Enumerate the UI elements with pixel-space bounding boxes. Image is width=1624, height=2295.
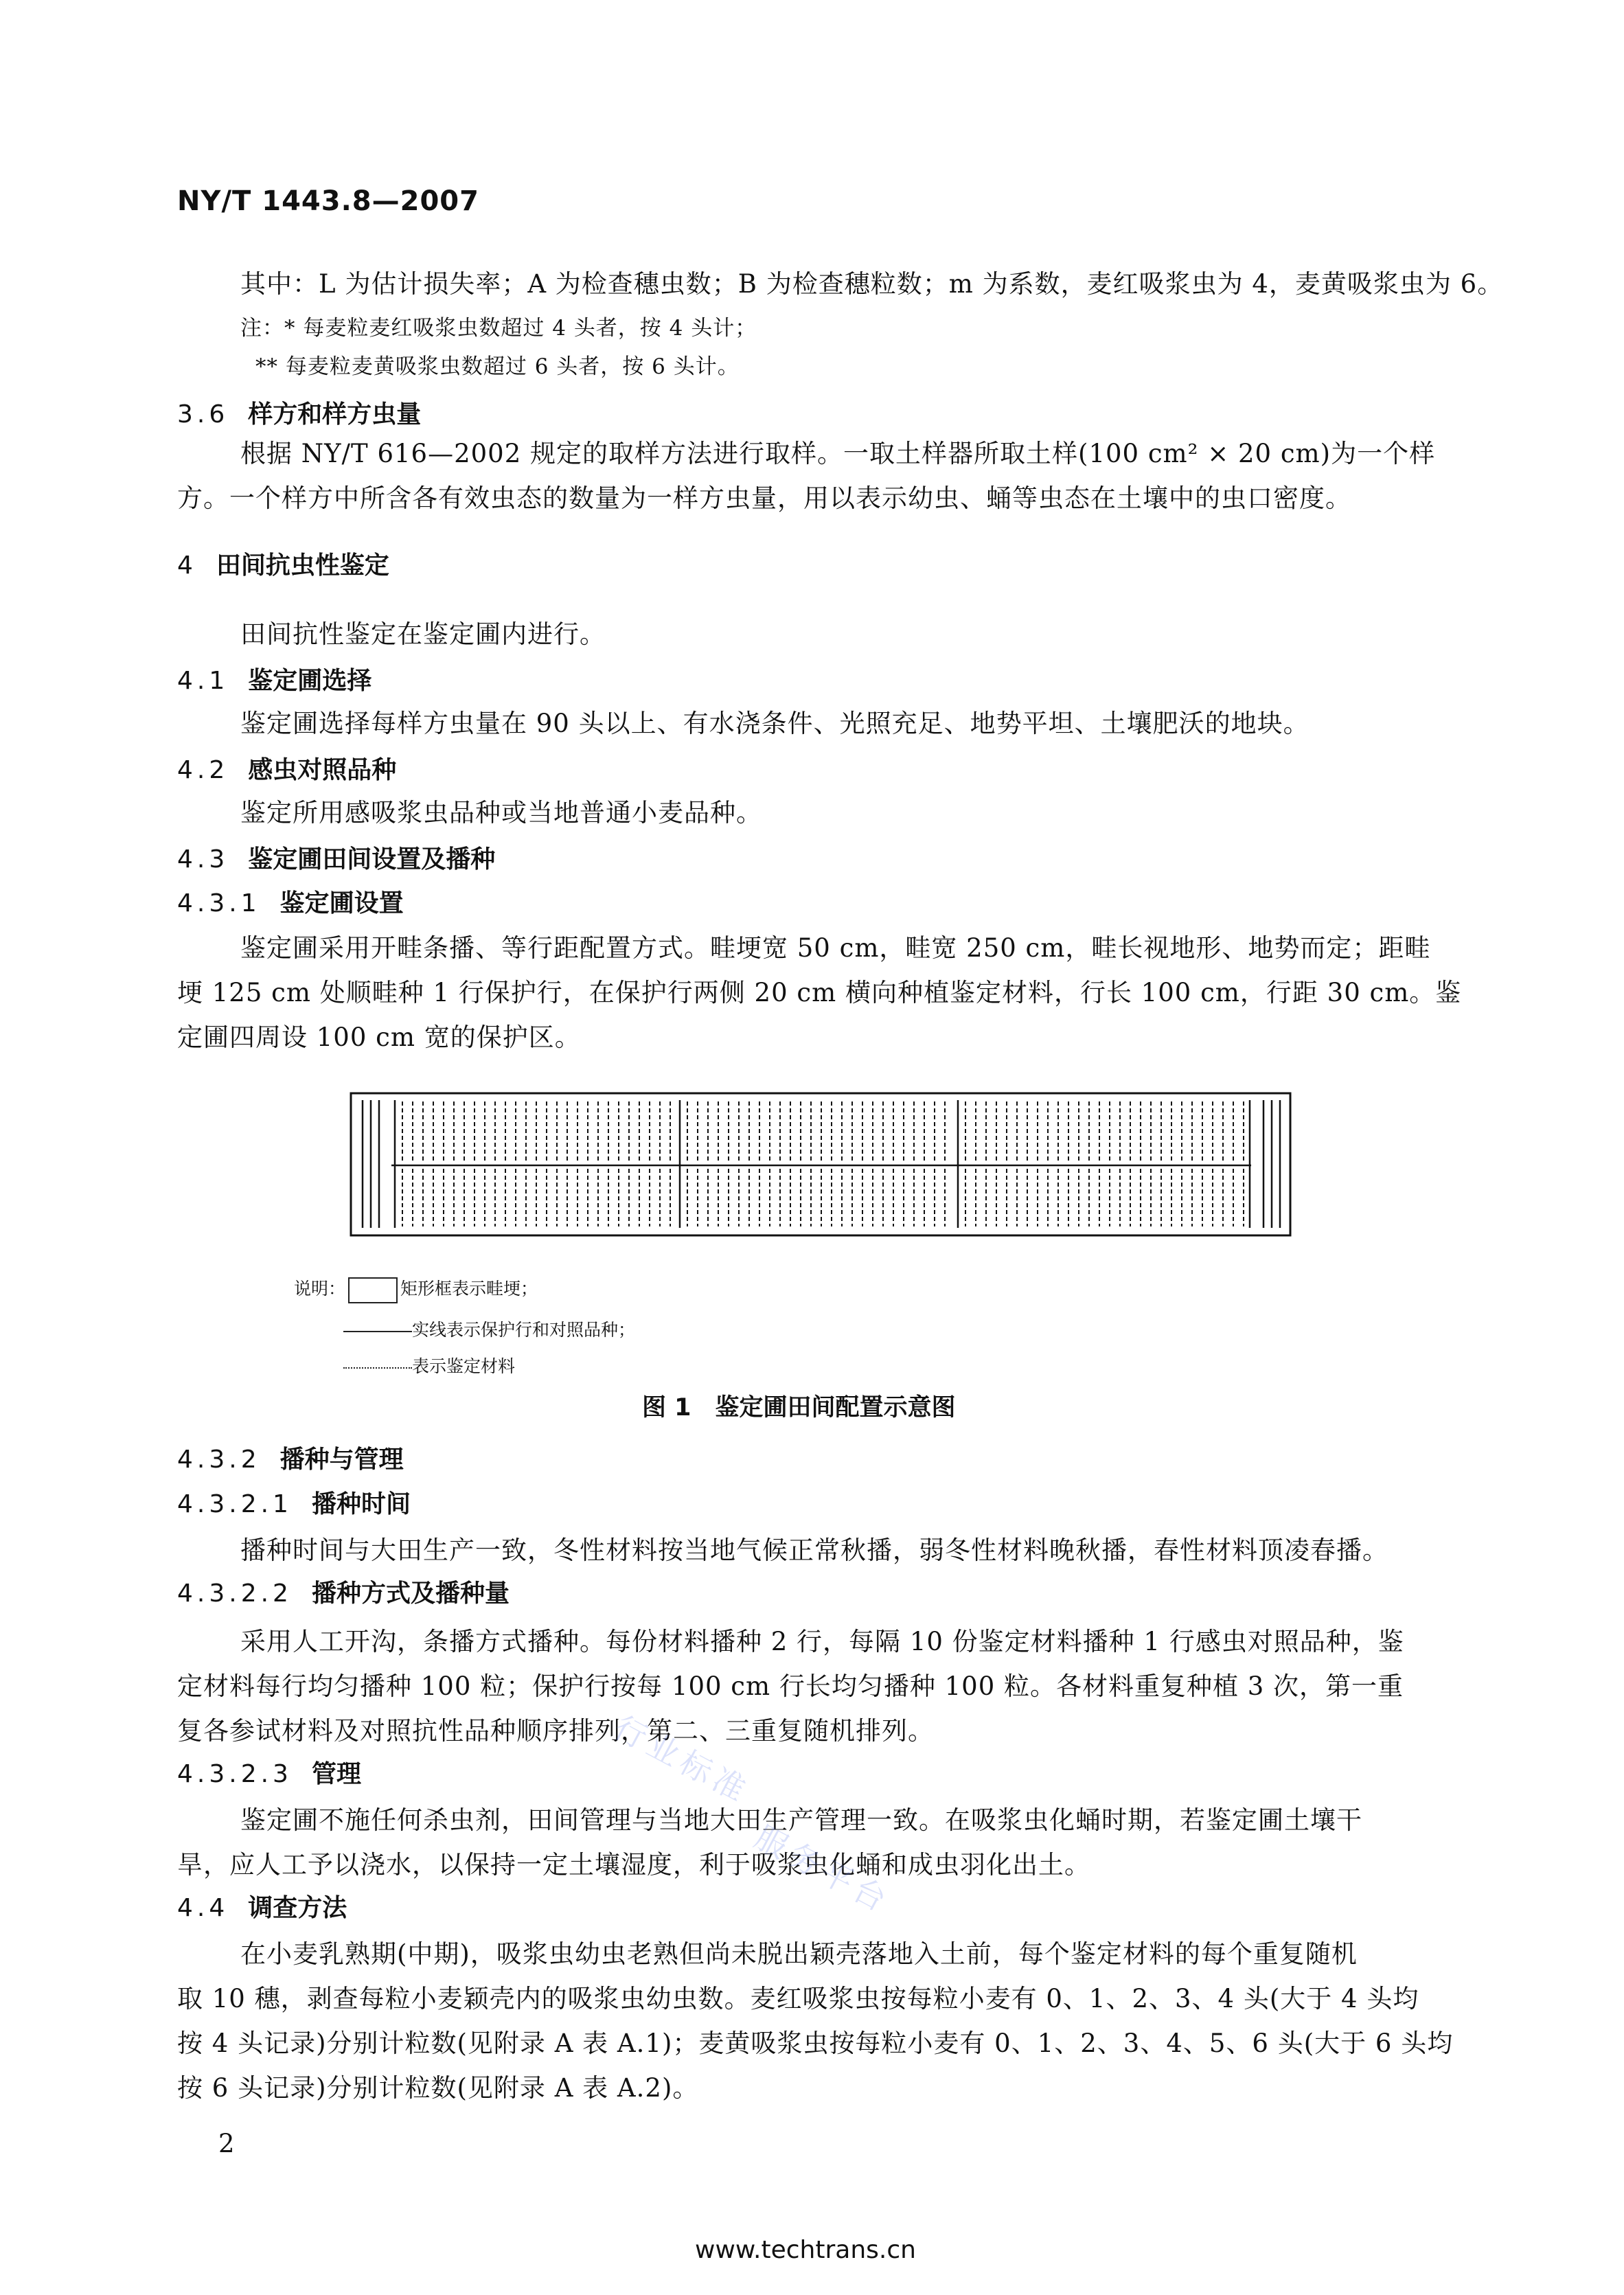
section-number: 4.1 (177, 667, 229, 695)
section-heading-4-3-2 (177, 1440, 404, 1475)
watermark-line: 行业标准 (608, 1708, 757, 1812)
section-title: 播种时间 (311, 1490, 411, 1518)
section-title: 鉴定圃设置 (279, 889, 404, 917)
section-number: 4.3.2.3 (177, 1760, 293, 1788)
nursery-layout-diagram (343, 1085, 1305, 1250)
section-number: 4.2 (177, 756, 229, 784)
paragraph-line: 田间抗性鉴定在鉴定圃内进行。 (240, 619, 606, 649)
paragraph-line: 按 4 头记录)分别计粒数(见附录 A 表 A.1)；麦黄吸浆虫按每粒小麦有 0、1、2、3、4、5、6 头(大于 6 头均 (177, 2029, 1454, 2058)
paragraph-line: 鉴定圃采用开畦条播、等行距配置方式。畦埂宽 50 cm，畦宽 250 cm，畦长视地形、地势而定；距畦 (240, 933, 1431, 963)
section-number: 4.3 (177, 845, 229, 874)
section-heading-3-6 (177, 395, 421, 430)
paragraph-line: 定材料每行均匀播种 100 粒；保护行按每 100 cm 行长均匀播种 100 粒。各材料重复种植 3 次，第一重 (177, 1671, 1404, 1701)
section-heading-4-1 (177, 661, 371, 696)
paragraph-line: 复各参试材料及对照抗性品种顺序排列，第二、三重复随机排列。 (177, 1716, 934, 1746)
site-url: www.techtrans.cn (695, 2236, 916, 2264)
legend-item-solid-line (343, 1316, 635, 1341)
section-number: 4.3.2 (177, 1446, 261, 1474)
section-title: 感虫对照品种 (248, 756, 397, 784)
section-title: 鉴定圃田间设置及播种 (248, 845, 496, 874)
legend-item-ridge (294, 1275, 538, 1303)
paragraph-line: 根据 NY/T 616—2002 规定的取样方法进行取样。一取土样器所取土样(100 cm² × 20 cm)为一个样 (240, 439, 1436, 468)
section-heading-4-2 (177, 751, 396, 786)
paragraph-line: 取 10 穗，剥查每粒小麦颖壳内的吸浆虫幼虫数。麦红吸浆虫按每粒小麦有 0、1、2、3、4 头(大于 4 头均 (177, 1984, 1419, 2013)
section-title: 鉴定圃选择 (248, 667, 372, 695)
paragraph-line: 鉴定圃不施任何杀虫剂，田间管理与当地大田生产管理一致。在吸浆虫化蛹时期，若鉴定圃土壤干 (240, 1805, 1362, 1835)
diagram-rows (363, 1100, 1280, 1228)
paragraph-line: 播种时间与大田生产一致，冬性材料按当地气候正常秋播，弱冬性材料晚秋播，春性材料顶凌春播。 (240, 1535, 1388, 1565)
section-number: 4.3.2.2 (177, 1579, 293, 1608)
note-2: ** 每麦粒麦黄吸浆虫数超过 6 头者，按 6 头计。 (255, 354, 740, 379)
note-1: 注：* 每麦粒麦红吸浆虫数超过 4 头者，按 4 头计； (240, 316, 757, 341)
paragraph-line: 采用人工开沟，条播方式播种。每份材料播种 2 行，每隔 10 份鉴定材料播种 1 行感虫对照品种，鉴 (240, 1627, 1404, 1656)
section-title: 播种与管理 (279, 1446, 404, 1474)
paragraph-line: 在小麦乳熟期(中期)，吸浆虫幼虫老熟但尚未脱出颖壳落地入土前，每个鉴定材料的每个重复随机 (240, 1939, 1358, 1969)
standard-number: NY/T 1443.8—2007 (177, 185, 479, 217)
section-number: 3.6 (177, 400, 229, 429)
formula-explanation: 其中：L 为估计损失率；A 为检查穗虫数；B 为检查穗粒数；m 为系数，麦红吸浆虫为 4，麦黄吸浆虫为 6。 (240, 269, 1504, 299)
paragraph-line: 旱，应人工予以浇水，以保持一定土壤湿度，利于吸浆虫化蛹和成虫羽化出土。 (177, 1850, 1090, 1880)
section-title: 管理 (311, 1760, 361, 1788)
legend-text: 实线表示保护行和对照品种； (412, 1320, 636, 1340)
section-heading-4-3-2-2 (177, 1574, 510, 1609)
paragraph-line: 鉴定所用感吸浆虫品种或当地普通小麦品种。 (240, 798, 762, 827)
section-heading-4-3-1 (177, 884, 404, 919)
section-heading-4-3-2-3 (177, 1755, 361, 1790)
section-heading-4-4 (177, 1888, 347, 1923)
paragraph-line: 定圃四周设 100 cm 宽的保护区。 (177, 1023, 581, 1052)
section-number: 4.3.1 (177, 889, 261, 917)
section-title: 田间抗虫性鉴定 (216, 551, 389, 580)
section-number: 4.4 (177, 1894, 229, 1922)
paragraph-line: 鉴定圃选择每样方虫量在 90 头以上、有水浇条件、光照充足、地势平坦、土壤肥沃的地块。 (240, 709, 1310, 738)
section-heading-4-3-2-1 (177, 1485, 411, 1520)
legend-item-dotted-line (343, 1353, 515, 1378)
section-title: 调查方法 (248, 1894, 347, 1922)
paragraph-line: 方。一个样方中所含各有效虫态的数量为一样方虫量，用以表示幼虫、蛹等虫态在土壤中的虫口密度。 (177, 483, 1351, 513)
figure-caption: 图 1 鉴定圃田间配置示意图 (642, 1394, 956, 1421)
page-number: 2 (218, 2129, 236, 2158)
section-title: 样方和样方虫量 (248, 400, 422, 429)
legend-text: 矩形框表示畦埂； (400, 1279, 538, 1299)
legend-solid-line-swatch (343, 1331, 412, 1332)
legend-text: 表示鉴定材料 (412, 1356, 516, 1376)
section-number: 4.3.2.1 (177, 1490, 293, 1518)
legend-dotted-line-swatch (343, 1367, 412, 1369)
watermark-line: 服务平台 (748, 1818, 897, 1921)
section-title: 播种方式及播种量 (311, 1579, 510, 1608)
section-number: 4 (177, 551, 197, 580)
section-heading-4 (177, 546, 389, 581)
section-heading-4-3 (177, 840, 495, 875)
legend-prefix: 说明： (294, 1279, 346, 1299)
paragraph-line: 埂 125 cm 处顺畦种 1 行保护行，在保护行两侧 20 cm 横向种植鉴定材料，行长 100 cm，行距 30 cm。鉴 (177, 978, 1462, 1007)
paragraph-line: 按 6 头记录)分别计粒数(见附录 A 表 A.2)。 (177, 2073, 699, 2103)
legend-rectangle-swatch (348, 1277, 398, 1303)
